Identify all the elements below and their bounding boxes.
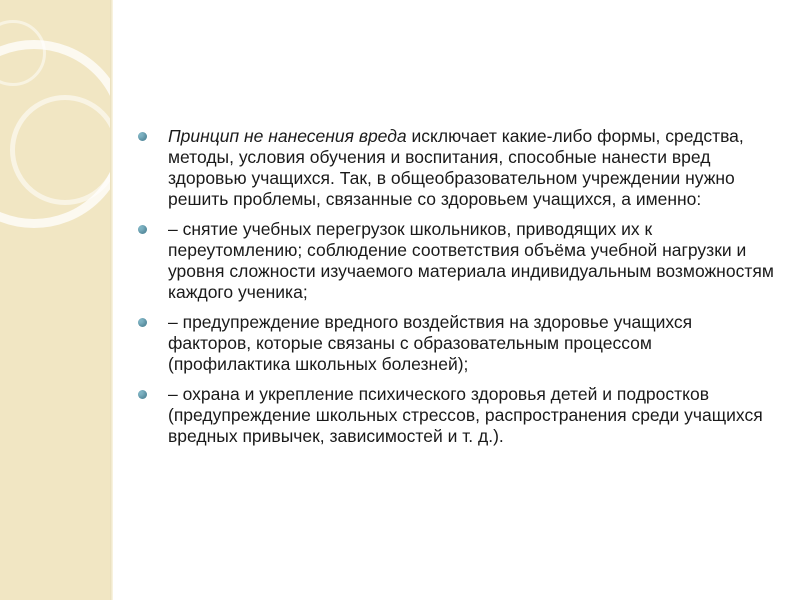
decorative-side-panel (0, 0, 113, 600)
slide-content (138, 126, 778, 456)
bullet-dot-icon (138, 318, 147, 327)
decorative-ring (10, 95, 113, 205)
bullet-dot-icon (138, 225, 147, 234)
bullet-text: исключает какие-либо формы, средства, методы, условия обучения и воспитания, способные нанести вред здоровью учащихся. Так, в общеобразовательном учреждении нужно решить проблемы, связанные со здоровьем учащихся, а именно: (168, 126, 744, 209)
bullet-lead-text: Принцип не нанесения вреда (168, 126, 407, 146)
bullet-dot-icon (138, 132, 147, 141)
bullet-item (138, 219, 778, 303)
bullet-item (138, 126, 778, 210)
bullet-item (138, 312, 778, 375)
bullet-text: – охрана и укрепление психического здоровья детей и подростков (предупреждение школьных стрессов, распространения среди учащихся вредных привычек, зависимостей и т. д.). (168, 384, 763, 446)
bullet-item (138, 384, 778, 447)
bullet-text: – снятие учебных перегрузок школьников, приводящих их к переутомлению; соблюдение соответствия объёма учебной нагрузки и уровня сложности изучаемого материала индивидуальным возможностям каждого ученика; (168, 219, 774, 302)
bullet-text: – предупреждение вредного воздействия на здоровье учащихся факторов, которые связаны с образовательным процессом (профилактика школьных болезней); (168, 312, 693, 374)
bullet-dot-icon (138, 390, 147, 399)
